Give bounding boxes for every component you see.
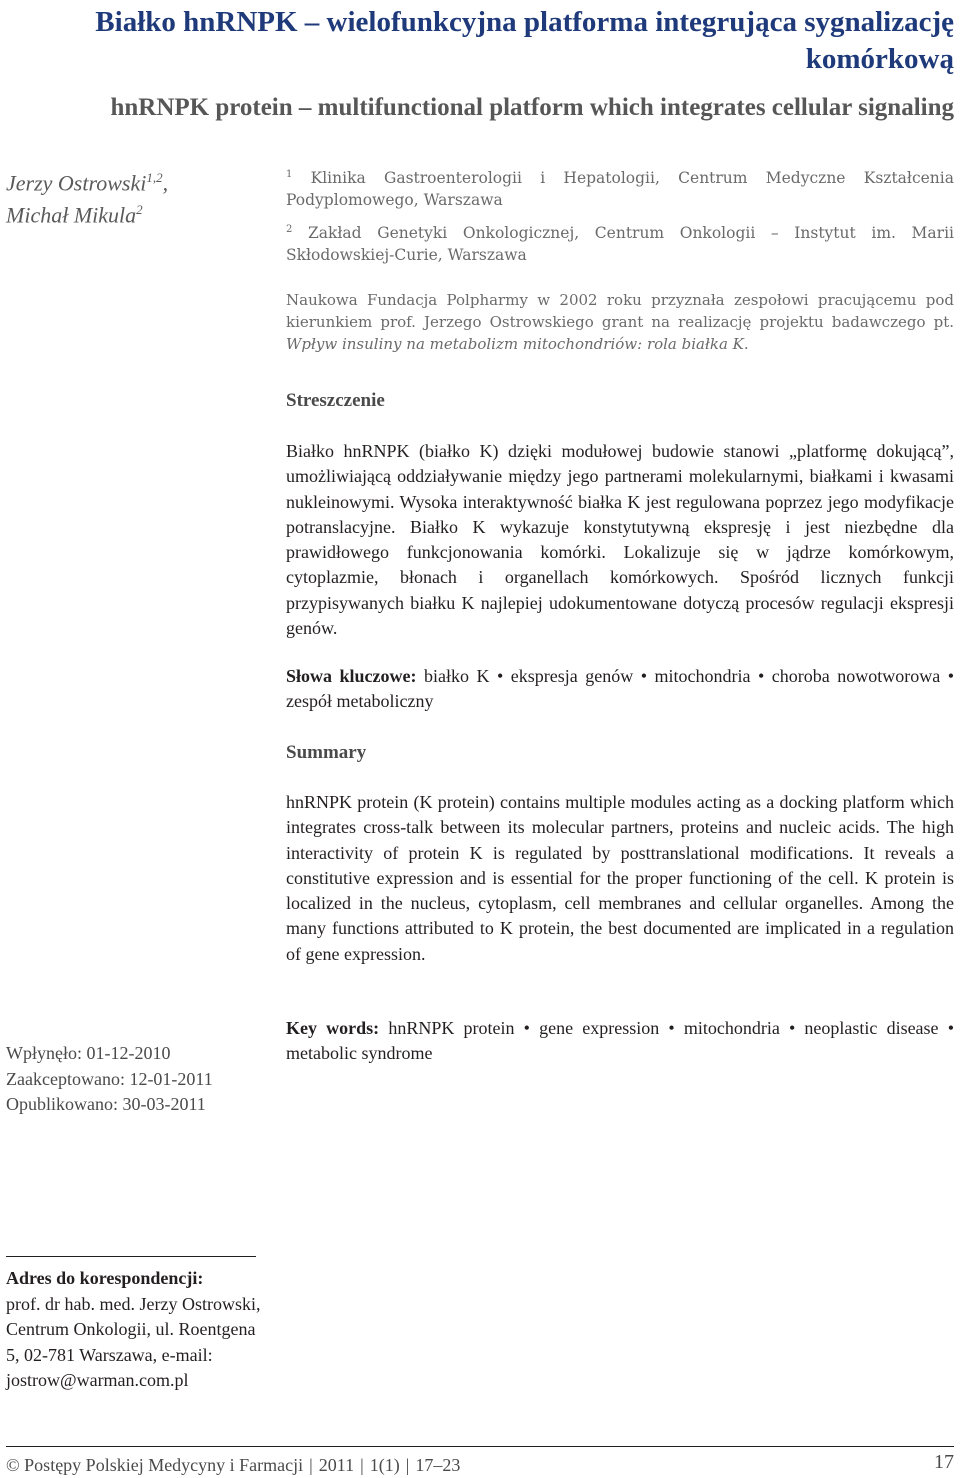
grant-note: Naukowa Fundacja Polpharmy w 2002 roku przyznała zespołowi pracującemu pod kierunkiem prof. Jerzego Ostrowskiego grant na realizację projektu badawczego pt. Wpływ insuliny na metabolizm mitochondriów: rola białka K.	[286, 291, 954, 353]
footer-issue: 1(1)	[369, 1455, 400, 1475]
keywords-pl	[286, 664, 954, 715]
streszczenie-heading: Streszczenie	[286, 390, 385, 411]
page-number: 17	[934, 1451, 954, 1473]
keywords-en-label: Key words:	[286, 1018, 380, 1038]
date-received: Wpłynęło: 01-12-2010	[6, 1043, 171, 1063]
author-mikula: Michał Mikula$^2$	[6, 202, 143, 228]
correspondence-label: Adres do korespondencji:	[6, 1268, 204, 1288]
keywords-en-text: hnRNPK protein • gene expression • mitochondria • neoplastic disease • metabolic syndrome	[286, 1018, 955, 1064]
footer-citation	[6, 1453, 460, 1477]
footer-separator: |	[405, 1455, 410, 1475]
footer-divider	[6, 1446, 954, 1447]
abstract-pl: Białko hnRNPK (białko K) dzięki modułowej budowie stanowi „platformę dokującą”, umożliwiającą oddziaływanie między jego partnerami molekularnymi, białkami i kwasami nukleinowymi. Wysoka interaktywność białka K jest regulowana poprzez jego modyfikacje potranslacyjne. Białko K wykazuje konstytutywną ekspresję i jest niezbędne dla prawidłowego funkcjonowania komórki. Lokalizuje się w jądrze komórkowym, cytoplazmie, błonach i organellach komórkowych. Spośród licznych funkcji przypisywanych białku K najlepiej udokumentowane dotyczą procesów regulacji ekspresji genów.	[286, 441, 954, 639]
affiliation-2: $^2$ Zakład Genetyki Onkologicznej, Centrum Onkologii – Instytut im. Marii Skłodowskiej-Curie, Warszawa	[286, 224, 954, 265]
correspondence-address: prof. dr hab. med. Jerzy Ostrowski, Centrum Onkologii, ul. Roentgena 5, 02-781 Warszawa, e-mail: jostrow@warman.com.pl	[6, 1293, 261, 1390]
author-affil-sup: 1,2	[146, 170, 163, 185]
article-title-pl: Białko hnRNPK – wielofunkcyjna platforma integrująca sygnalizację komórkową	[95, 6, 954, 75]
date-accepted: Zaakceptowano: 12-01-2011	[6, 1068, 213, 1089]
grant-project-title: Wpływ insuliny na metabolizm mitochondriów: rola białka K.	[286, 335, 749, 353]
footer-separator: |	[309, 1455, 313, 1475]
author-affil-sup: 2	[136, 202, 143, 218]
date-published: Opublikowano: 30-03-2011	[6, 1094, 206, 1114]
footer-journal: © Postępy Polskiej Medycyny i Farmacji	[6, 1455, 304, 1475]
author-ostrowski: Jerzy Ostrowski$^{1,2}$,	[6, 170, 169, 196]
keywords-pl-text: białko K • ekspresja genów • mitochondria • choroba nowotworowa • zespół metaboliczny	[286, 666, 955, 712]
article-title-en: hnRNPK protein – multifunctional platform which integrates cellular signaling	[110, 94, 954, 121]
footer-year: 2011	[318, 1455, 355, 1475]
footer-pages: 17–23	[415, 1455, 461, 1475]
affiliation-1: $^1$ Klinika Gastroenterologii i Hepatologii, Centrum Medyczne Kształcenia Podyplomowego, Warszawa	[286, 169, 954, 210]
summary-heading: Summary	[286, 742, 367, 763]
keywords-pl-label: Słowa kluczowe:	[286, 666, 417, 686]
correspondence-divider	[6, 1256, 256, 1257]
affiliations	[286, 164, 954, 274]
footer-separator: |	[360, 1455, 364, 1475]
authors	[6, 164, 256, 229]
article-dates	[6, 1041, 256, 1118]
keywords-en	[286, 1016, 954, 1067]
abstract-en: hnRNPK protein (K protein) contains multiple modules acting as a docking platform which integrates cross-talk between its molecular partners, proteins and nucleic acids. The high interactivity of protein K is regulated by posttranslational modifications. It reveals a constitutive expression and is essential for the proper functioning of the cell. K protein is localized in the nucleus, cytoplasm, cell membranes and cellular organelles. Among the many functions attributed to K protein, the best documented are implicated in a regulation of gene expression.	[286, 792, 954, 964]
correspondence	[6, 1266, 261, 1394]
